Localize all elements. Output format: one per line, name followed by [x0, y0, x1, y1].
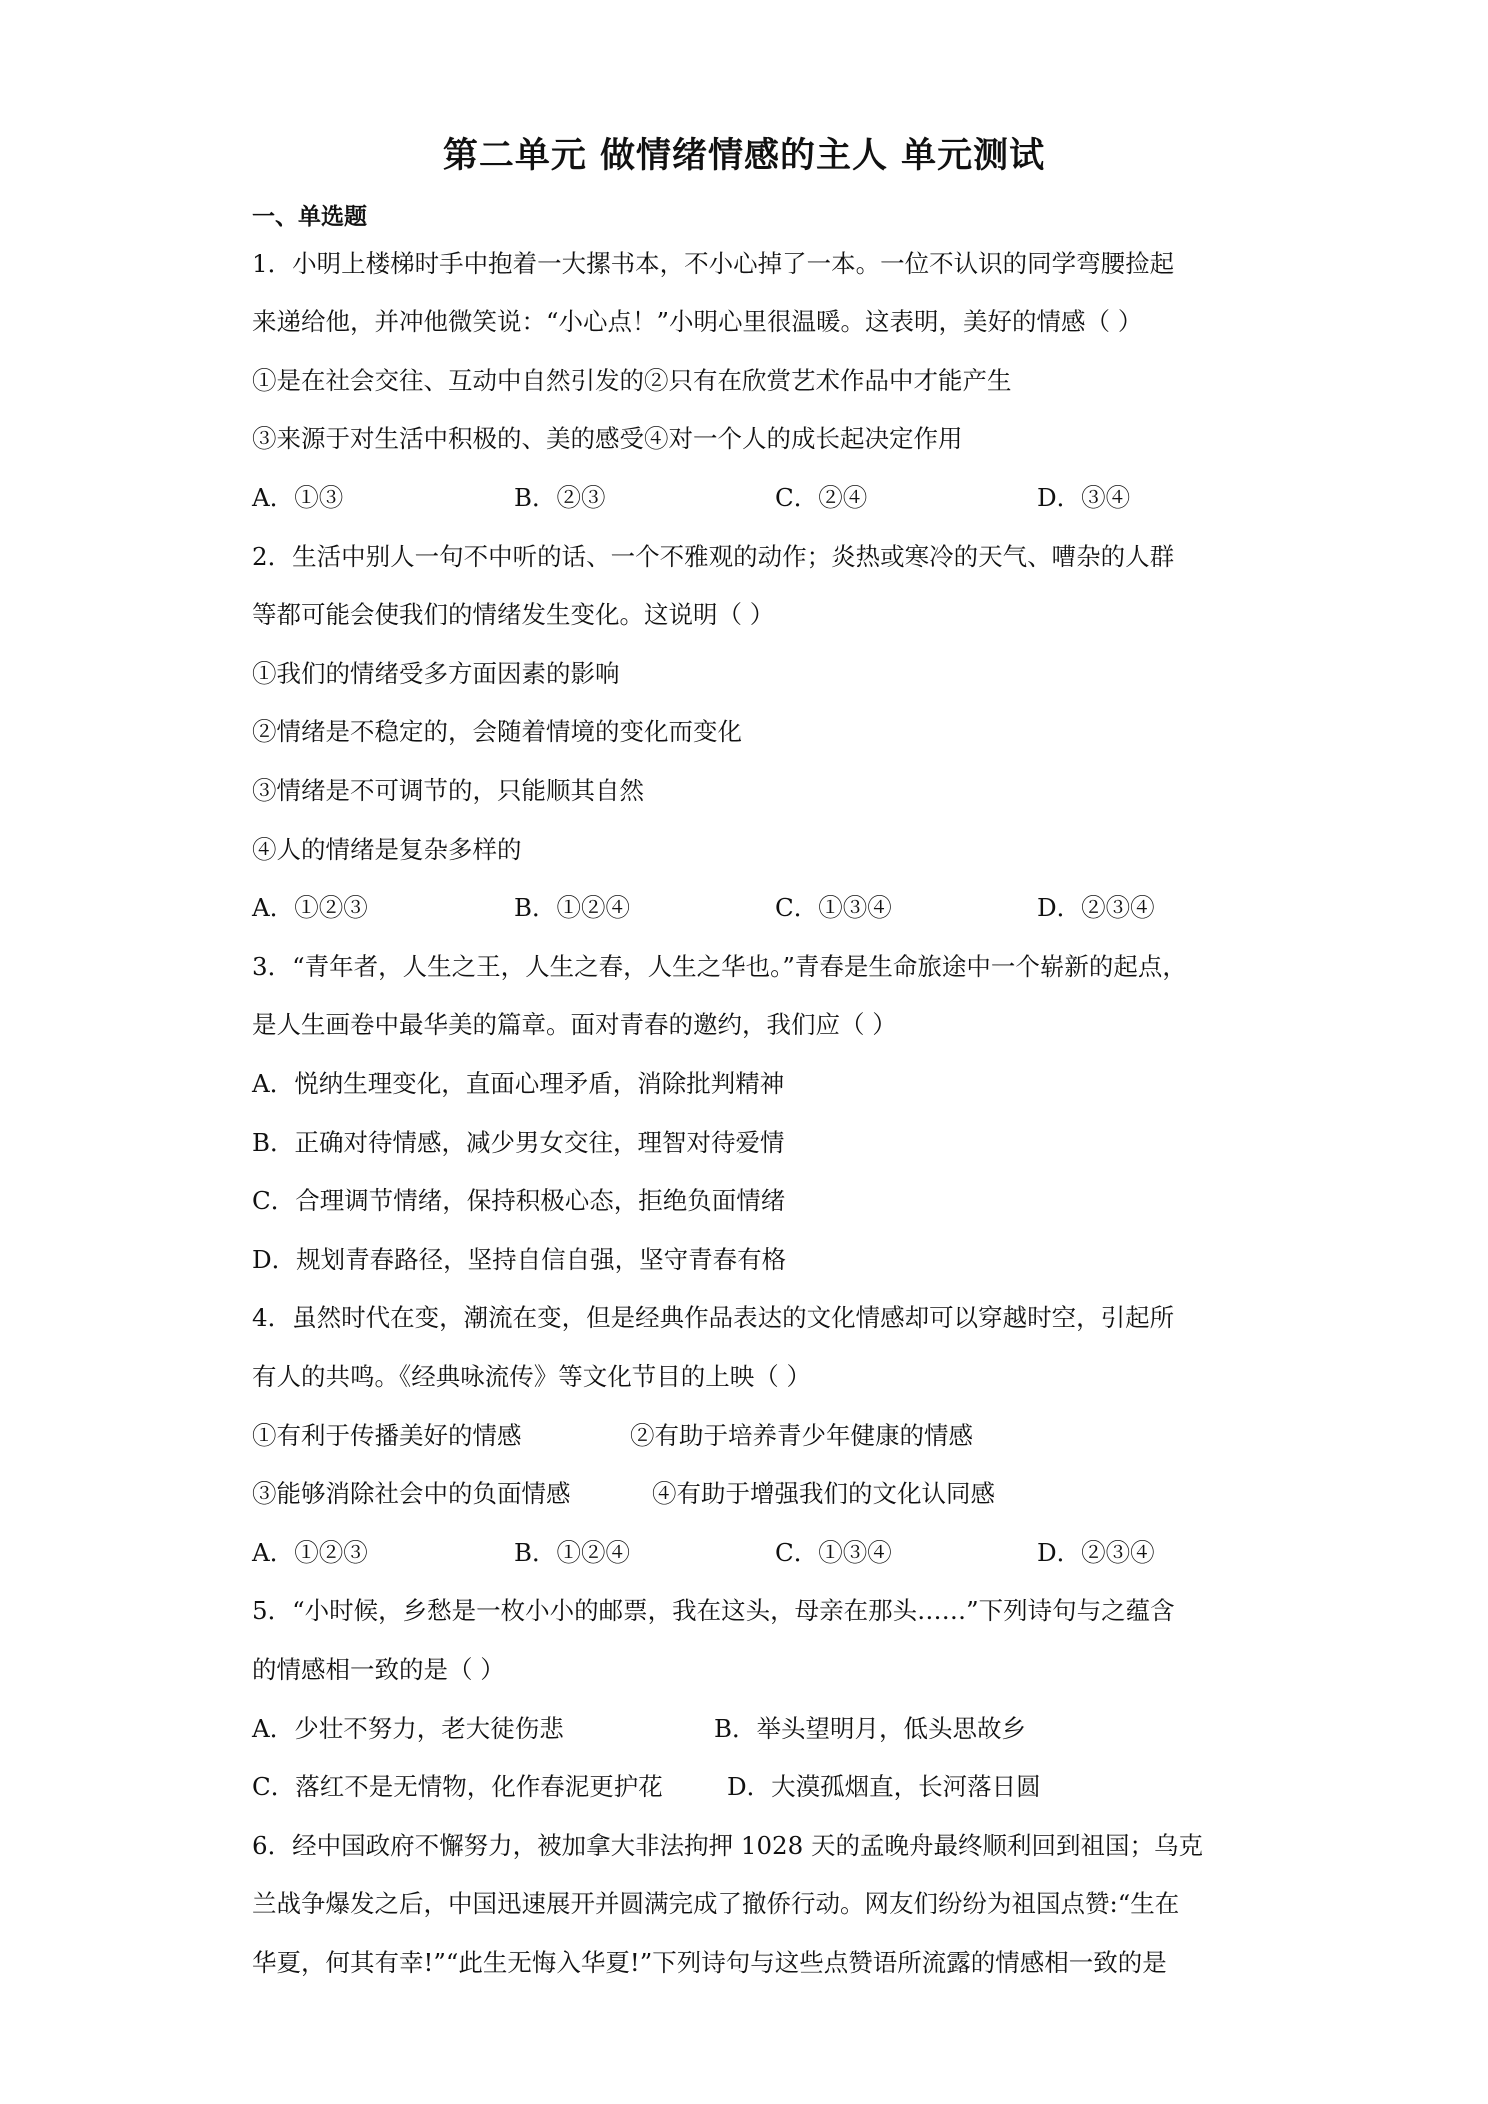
q5-stem-line-1: 5．“小时候，乡愁是一枚小小的邮票，我在这头，母亲在那头……”下列诗句与之蕴含 [252, 1596, 1175, 1625]
q5-option-d: D．大漠孤烟直，长河落日圆 [727, 1772, 1041, 1801]
q2-item-1: ①我们的情绪受多方面因素的影响 [252, 659, 620, 688]
q1-item-line-1: ①是在社会交往、互动中自然引发的②只有在欣赏艺术作品中才能产生 [252, 366, 1012, 395]
q3-option-a: A．悦纳生理变化，直面心理矛盾，消除批判精神 [252, 1069, 785, 1098]
q5-option-c: C．落红不是无情物，化作春泥更护花 [252, 1772, 663, 1801]
q3-stem-line-2: 是人生画卷中最华美的篇章。面对青春的邀约，我们应（ ） [252, 1010, 897, 1039]
q4-item-2: ②有助于培养青少年健康的情感 [630, 1421, 973, 1450]
q5-option-a: A．少壮不努力，老大徒伤悲 [252, 1714, 564, 1743]
q1-stem-line-2: 来递给他，并冲他微笑说：“小心点！”小明心里很温暖。这表明，美好的情感（ ） [252, 307, 1143, 336]
q2-item-2: ②情绪是不稳定的，会随着情境的变化而变化 [252, 717, 742, 746]
q2-option-d: D．②③④ [1037, 893, 1155, 922]
q1-option-d: D．③④ [1037, 483, 1131, 512]
q1-option-a: A．①③ [252, 483, 344, 512]
q4-option-c: C．①③④ [775, 1538, 892, 1567]
q1-option-c: C．②④ [775, 483, 868, 512]
q3-option-b: B．正确对待情感，减少男女交往，理智对待爱情 [252, 1128, 785, 1157]
q2-item-4: ④人的情绪是复杂多样的 [252, 835, 522, 864]
q4-stem-line-2: 有人的共鸣。《经典咏流传》等文化节目的上映（ ） [252, 1362, 812, 1391]
q1-item-line-2: ③来源于对生活中积极的、美的感受④对一个人的成长起决定作用 [252, 424, 963, 453]
q4-item-1: ①有利于传播美好的情感 [252, 1421, 522, 1450]
q3-stem-line-1: 3．“青年者，人生之王，人生之春，人生之华也。”青春是生命旅途中一个崭新的起点， [252, 952, 1187, 981]
q4-stem-line-1: 4．虽然时代在变，潮流在变，但是经典作品表达的文化情感却可以穿越时空，引起所 [252, 1303, 1175, 1332]
q4-option-d: D．②③④ [1037, 1538, 1155, 1567]
q2-stem-line-2: 等都可能会使我们的情绪发生变化。这说明（ ） [252, 600, 775, 629]
q1-stem-line-1: 1．小明上楼梯时手中抱着一大摞书本，不小心掉了一本。一位不认识的同学弯腰捡起 [252, 249, 1175, 278]
q4-option-b: B．①②④ [514, 1538, 631, 1567]
page-title: 第二单元 做情绪情感的主人 单元测试 [442, 136, 1046, 176]
q2-option-a: A．①②③ [252, 893, 368, 922]
q2-item-3: ③情绪是不可调节的，只能顺其自然 [252, 776, 644, 805]
q3-option-d: D．规划青春路径，坚持自信自强，坚守青春有格 [252, 1245, 787, 1274]
q4-item-4: ④有助于增强我们的文化认同感 [652, 1479, 995, 1508]
q5-stem-line-2: 的情感相一致的是（ ） [252, 1655, 505, 1684]
q6-stem-line-1: 6．经中国政府不懈努力，被加拿大非法拘押 1028 天的孟晚舟最终顺利回到祖国；乌克 [252, 1831, 1204, 1860]
q2-stem-line-1: 2．生活中别人一句不中听的话、一个不雅观的动作；炎热或寒冷的天气、嘈杂的人群 [252, 542, 1175, 571]
q3-option-c: C．合理调节情绪，保持积极心态，拒绝负面情绪 [252, 1186, 786, 1215]
q1-option-b: B．②③ [514, 483, 606, 512]
q5-option-b: B．举头望明月，低头思故乡 [714, 1714, 1027, 1743]
q6-stem-line-2: 兰战争爆发之后，中国迅速展开并圆满完成了撤侨行动。网友们纷纷为祖国点赞:“生在 [252, 1889, 1180, 1918]
q4-option-a: A．①②③ [252, 1538, 368, 1567]
section-heading: 一、单选题 [252, 204, 367, 230]
q2-option-c: C．①③④ [775, 893, 892, 922]
q4-item-3: ③能够消除社会中的负面情感 [252, 1479, 571, 1508]
q2-option-b: B．①②④ [514, 893, 631, 922]
q6-stem-line-3: 华夏，何其有幸!”“此生无悔入华夏!”下列诗句与这些点赞语所流露的情感相一致的是 [252, 1948, 1167, 1977]
